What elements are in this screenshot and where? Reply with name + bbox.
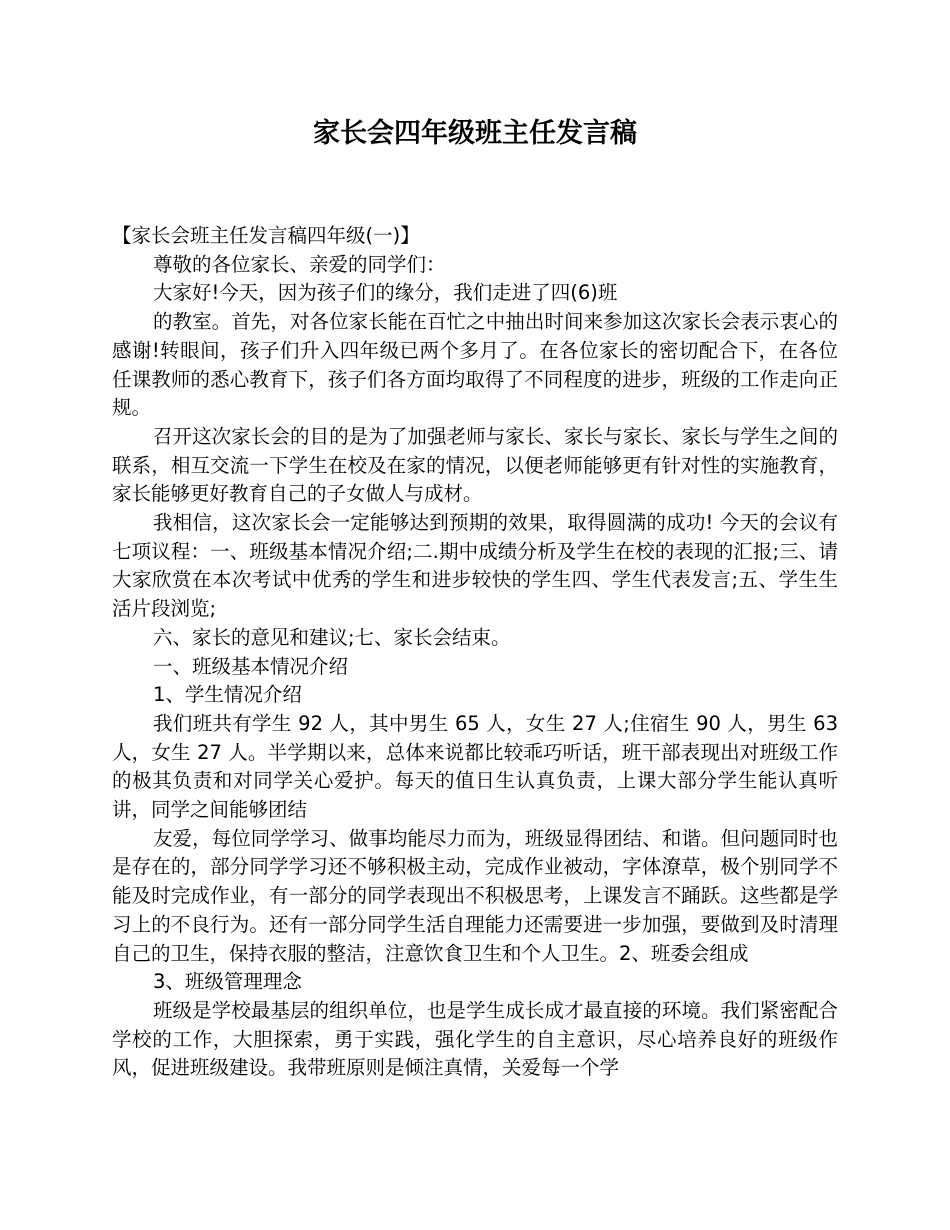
paragraph: 一、班级基本情况介绍: [152, 654, 348, 678]
document-title: 家长会四年级班主任发言稿: [313, 118, 637, 149]
paragraph: 1、学生情况介绍: [152, 683, 302, 707]
paragraph: 尊敬的各位家长、亲爱的同学们：: [152, 252, 446, 276]
document-body: [112, 222, 838, 1083]
paragraph: 3、班级管理理念: [152, 970, 302, 994]
paragraph: 召开这次家长会的目的是为了加强老师与家长、家长与家长、家长与学生之间的联系，相互交流一下学生在校及在家的情况，以便老师能够更有针对性的实施教育，家长能够更好教育自己的子女做人与成材。: [112, 424, 838, 506]
paragraph: 我们班共有学生 92 人，其中男生 65 人，女生 27 人;住宿生 90 人，男生 63 人，女生 27 人。半学期以来，总体来说都比较乖巧听话，班干部表现出对班级工作的极其负责和对同学关心爱护。每天的值日生认真负责，上课大部分学生能认真听讲，同学之间能够团结: [112, 711, 838, 822]
paragraph: 班级是学校最基层的组织单位，也是学生成长成才最直接的环境。我们紧密配合学校的工作，大胆探索，勇于实践，强化学生的自主意识，尽心培养良好的班级作风，促进班级建设。我带班原则是倾注真情，关爱每一个学: [112, 998, 838, 1080]
paragraph: 我相信，这次家长会一定能够达到预期的效果，取得圆满的成功! 今天的会议有七项议程：一、班级基本情况介绍;二.期中成绩分析及学生在校的表现的汇报;三、请大家欣赏在本次考试中优秀的学生和进步较快的学生四、学生代表发言;五、学生生活片段浏览;: [112, 511, 838, 621]
paragraph: 【家长会班主任发言稿四年级(一)】: [112, 224, 420, 247]
paragraph: 的教室。首先，对各位家长能在百忙之中抽出时间来参加这次家长会表示衷心的感谢!转眼间，孩子们升入四年级已两个多月了。在各位家长的密切配合下，在各位任课教师的悉心教育下，孩子们各方面均取得了不同程度的进步，班级的工作走向正规。: [112, 310, 838, 420]
paragraph: 友爱，每位同学学习、做事均能尽力而为，班级显得团结、和谐。但问题同时也是存在的，部分同学学习还不够积极主动，完成作业被动，字体潦草，极个别同学不能及时完成作业，有一部分的同学表现出不积极思考，上课发言不踊跃。这些都是学习上的不良行为。还有一部分同学生活自理能力还需要进一步加强，要做到及时清理自己的卫生，保持衣服的整洁，注意饮食卫生和个人卫生。2、班委会组成: [112, 826, 838, 965]
paragraph: 大家好!今天，因为孩子们的缘分，我们走进了四(6)班: [152, 281, 618, 305]
paragraph: 六、家长的意见和建议;七、家长会结束。: [152, 625, 511, 649]
